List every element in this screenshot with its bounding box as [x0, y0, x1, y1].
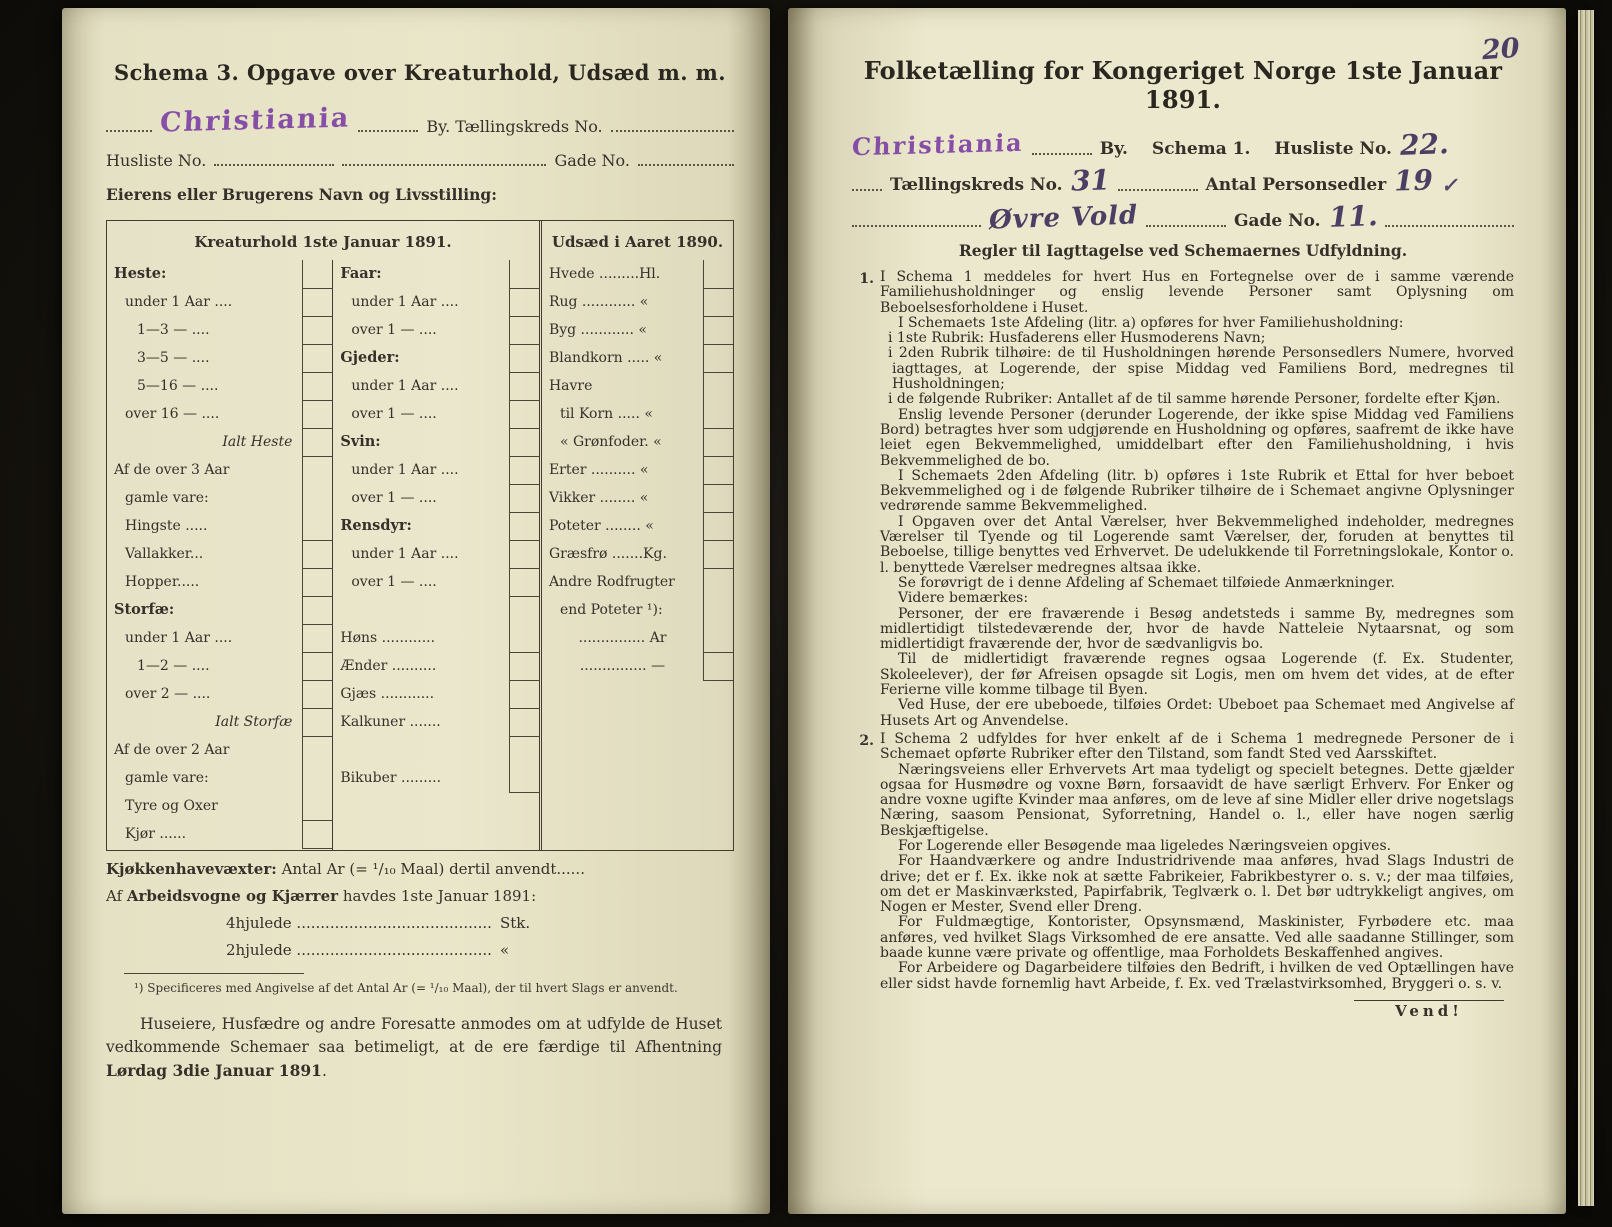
dotted-leader	[106, 127, 152, 132]
dotted-leader	[638, 161, 734, 166]
column-heste-storfae	[107, 260, 332, 850]
row-label: Bikuber .........	[340, 770, 442, 786]
answer-cell	[302, 680, 332, 709]
right-page-title: Folketælling for Kongeriget Norge 1ste Januar 1891.	[863, 56, 1503, 114]
answer-cell	[302, 736, 332, 765]
row-label: over 1 — ....	[351, 490, 437, 506]
stk-unit: Stk.	[499, 914, 531, 932]
table-row	[333, 400, 539, 428]
answer-cell	[302, 400, 332, 429]
table-body	[107, 260, 733, 850]
table-row	[107, 680, 332, 708]
answer-cell	[509, 624, 539, 653]
table-row	[107, 372, 332, 400]
table-row	[107, 512, 332, 540]
text-segment: havdes 1ste Januar 1891:	[338, 887, 537, 905]
row-label: Kalkuner .......	[340, 714, 441, 730]
table-row	[542, 652, 733, 680]
table-row	[333, 484, 539, 512]
row-label: Af de over 2 Aar	[114, 742, 230, 758]
row-label: Høns ............	[340, 630, 436, 646]
row-label: Af de over 3 Aar	[114, 462, 230, 478]
answer-cell	[509, 456, 539, 485]
answer-cell	[302, 372, 332, 401]
answer-cell	[509, 372, 539, 401]
rule-paragraph: Se forøvrigt de i denne Afdeling af Schemaet tilføiede Anmærkninger.	[898, 574, 1395, 591]
row-label: Blandkorn ..... «	[548, 350, 663, 366]
row-label: 5—16 — ....	[137, 378, 219, 394]
row-label: Storfæ:	[114, 601, 175, 618]
row-label: Kjør ......	[125, 826, 187, 842]
udsaed-header: Udsæd i Aaret 1890.	[539, 221, 733, 260]
table-row	[107, 540, 332, 568]
answer-cell	[703, 540, 733, 569]
table-row	[107, 288, 332, 316]
rule-paragraph: i 1ste Rubrik: Husfaderens eller Husmoderens Navn;	[888, 330, 1266, 347]
table-row	[107, 596, 332, 624]
row-label	[333, 596, 509, 624]
answer-cell	[703, 344, 733, 373]
answer-cell	[302, 652, 332, 681]
column-smaafae-fjaerkrae	[332, 260, 539, 850]
answer-cell	[302, 456, 332, 485]
answer-cell	[302, 596, 332, 625]
table-row	[107, 316, 332, 344]
table-row	[333, 260, 539, 288]
answer-cell	[703, 372, 733, 401]
row-label: under 1 Aar ....	[351, 294, 459, 310]
answer-cell	[509, 400, 539, 429]
row-label: Gjæs ............	[340, 686, 435, 702]
handwritten-page-number: 20	[1481, 32, 1522, 67]
rule-paragraph: I Schemaets 2den Afdeling (litr. b) opføres i 1ste Rubrik et Ettal for hver beboet Bekvemmelighed og i de følgende Rubriker tilhøire de i Schemaet angivne Oplysninger vedrørende samme Bekvemmelighed.	[880, 467, 1514, 515]
row-label: over 1 — ....	[351, 406, 437, 422]
rule-paragraph: For Haandværkere og andre Industridrivende maa anføres, hvad Slags Industri de drive; det er f. Ex. ikke nok at sætte Fabrikeier, Fabrikbestyrer o. s. v.; der maa tilføies, om det er Maskinværksted, Papirfabrik, Teglværk o. l. Det bør udtrykkeligt angives, om Nogen er Mester, Svend eller Dreng.	[880, 853, 1514, 916]
rule-paragraph: I Opgaven over det Antal Værelser, hver Bekvemmelighed indeholder, medregnes Værelser til Tyende og til Logerende samt Værelser, der, foruden at benyttes til Beboelse, tillige benyttes ved Erhvervet. De udelukkende til Forretningslokale, Kontor o. l. benyttede Værelser medregnes altsaa ikke.	[880, 513, 1514, 576]
ditto-unit: «	[499, 941, 510, 959]
answer-cell	[509, 344, 539, 373]
row-label: Heste:	[114, 265, 167, 282]
fire-hjulede-label: 4hjulede .........................................	[226, 914, 492, 932]
table-row	[107, 820, 332, 848]
table-row	[333, 288, 539, 316]
text-segment: Arbeidsvogne og Kjærrer	[126, 887, 339, 905]
table-row	[107, 344, 332, 372]
row-label: Andre Rodfrugter	[548, 574, 675, 590]
rule-paragraph: Videre bemærkes:	[898, 590, 1029, 607]
row-label: over 16 — ....	[125, 406, 220, 422]
rules-heading: Regler til Iagttagelse ved Schemaernes Udfyldning.	[958, 241, 1408, 260]
vend-footer	[1354, 1000, 1504, 1020]
table-row	[333, 652, 539, 680]
text-segment: .	[321, 1062, 327, 1081]
text-segment: Huseiere, Husfædre og andre Foresatte anmodes om at udfylde de Huset vedkommende Schemaer saa betimeligt, at de ere færdige til Afhentning	[106, 1014, 722, 1057]
answer-cell	[509, 512, 539, 541]
table-row	[333, 344, 539, 372]
table-row	[333, 316, 539, 344]
row-label: « Grønfoder. «	[559, 434, 662, 450]
table-row	[542, 372, 733, 400]
vend-label: Vend!	[1395, 1001, 1463, 1020]
dotted-leader	[852, 222, 981, 227]
rule-item-2	[852, 732, 1514, 992]
table-row	[542, 260, 733, 288]
row-label: 1—2 — ....	[137, 658, 210, 674]
answer-cell	[302, 764, 332, 793]
row-label: ............... —	[579, 658, 666, 674]
row-label	[333, 736, 509, 764]
rule-paragraph: Næringsveiens eller Erhvervets Art maa tydeligt og specielt betegnes. Dette gjælder ogsaa for Husmødre og voxne Børn, forsaavidt de have særligt Erhverv. For Enker og andre voxne ugifte Kvinder maa anføres, om de leve af sine Midler eller drive nogetslags Næring, saasom Pensionat, Syforretning, Handel o. l., eller have nogen særlig Beskjæftigelse.	[880, 761, 1514, 839]
kreaturhold-udsaed-table	[106, 220, 734, 851]
christiania-stamp: Christiania	[159, 102, 352, 139]
dotted-leader	[1146, 222, 1226, 227]
answer-cell	[703, 568, 733, 597]
answer-cell	[302, 708, 332, 737]
row-label: under 1 Aar ....	[351, 462, 459, 478]
answer-cell	[509, 764, 539, 793]
answer-cell	[302, 792, 332, 821]
table-row	[107, 792, 332, 820]
rule-paragraph: For Logerende eller Besøgende maa ligeledes Næringsveien opgives.	[898, 837, 1392, 854]
husliste-label: Husliste No.	[106, 151, 207, 170]
table-row	[107, 708, 332, 736]
table-row	[542, 540, 733, 568]
page-right	[788, 8, 1566, 1214]
rule-paragraph: I Schema 1 meddeles for hvert Hus en Fortegnelse over de i samme værende Familiehusholdninger og enslig levende Personer samt Oplysning om Beboelsesforholdene i Huset.	[880, 269, 1514, 316]
row-label: over 1 — ....	[351, 322, 437, 338]
table-row	[333, 736, 539, 764]
handwritten-kreds-no: 31	[1069, 163, 1111, 198]
gade-label: Gade No.	[554, 151, 630, 170]
table-row	[333, 680, 539, 708]
rule-paragraph: i de følgende Rubriker: Antallet af de til samme hørende Personer, fordelte efter Kjøn.	[888, 391, 1501, 408]
arbeidsvogne-line	[106, 887, 734, 905]
row-label: Hingste .....	[125, 518, 208, 534]
dotted-leader	[342, 161, 546, 166]
handwritten-checkmark: ✓	[1440, 172, 1459, 198]
taellingskreds-line	[852, 163, 1514, 198]
answer-cell	[509, 484, 539, 513]
husliste-gade-line	[106, 151, 734, 170]
table-row	[333, 456, 539, 484]
gade-no-label: Gade No.	[1233, 211, 1321, 231]
table-row	[107, 764, 332, 792]
text-segment: Af	[106, 887, 127, 905]
answer-cell	[703, 260, 733, 289]
row-label: Vikker ........ «	[548, 490, 649, 506]
row-label: Ialt Heste	[222, 434, 293, 450]
answer-cell	[509, 428, 539, 457]
schema-label: Schema 1.	[1151, 139, 1251, 159]
rule-paragraph: i 2den Rubrik tilhøire: de til Husholdningen hørende Personsedlers Numere, hvorved iagttages, at Logerende, der spise Middag ved Familiens Bord, medregnes til Husholdningen;	[888, 345, 1514, 393]
table-row	[107, 456, 332, 484]
kjokkenhave-line	[106, 860, 734, 878]
table-row	[333, 540, 539, 568]
table-row	[333, 764, 539, 792]
footnote-text: ¹) Specificeres med Angivelse af det Antal Ar (= ¹/₁₀ Maal), der til hvert Slags er anvendt.	[134, 981, 678, 995]
row-label: over 1 — ....	[351, 574, 437, 590]
left-page-title: Schema 3. Opgave over Kreaturhold, Udsæd m. m.	[114, 60, 726, 85]
taellingskreds-label: Tællingskreds No.	[890, 175, 1063, 195]
row-label: Byg ............ «	[548, 322, 647, 338]
personsedler-label: Antal Personsedler	[1205, 175, 1387, 195]
dotted-leader	[852, 186, 882, 191]
rule-paragraph: For Arbeidere og Dagarbeidere tilføies den Bedrift, i hvilken de ved Optællingen have eller sidst havde fornemlig havt Arbeide, f. Ex. ved Trælastvirksomhed, Bryggeri o. s. v.	[880, 960, 1514, 992]
answer-cell	[509, 708, 539, 737]
row-label: under 1 Aar ....	[125, 630, 233, 646]
row-label: gamle vare:	[125, 490, 209, 506]
answer-cell	[703, 288, 733, 317]
rule-paragraph: Personer, der ere fraværende i Besøg andetsteds i samme By, medregnes som midlertidigt tilstedeværende der, hvor de havde Natteleie Nytaarsnat, og som midlertidigt fraværende der, hvor de sædvanligvis bo.	[880, 605, 1514, 653]
answer-cell	[703, 484, 733, 513]
table-row	[107, 428, 332, 456]
table-row	[333, 428, 539, 456]
row-label: Erter .......... «	[548, 462, 649, 478]
table-row	[107, 624, 332, 652]
table-row	[542, 568, 733, 596]
answer-cell	[703, 596, 733, 625]
rule-paragraph: Til de midlertidigt fraværende regnes ogsaa Logerende (f. Ex. Studenter, Skoleelever), der før Afreisen opsagde sit Logis, men om hvem det vides, at de efter Ferierne ville komme tilbage til Byen.	[880, 651, 1514, 699]
table-row	[542, 596, 733, 624]
table-row	[333, 512, 539, 540]
answer-cell	[509, 736, 539, 765]
answer-cell	[509, 568, 539, 597]
rules-section	[852, 270, 1514, 992]
table-header-row	[107, 221, 733, 260]
rule-number: 1.	[859, 271, 874, 287]
table-row	[107, 484, 332, 512]
husliste-no-label: Husliste No.	[1274, 139, 1392, 159]
answer-cell	[509, 540, 539, 569]
answer-cell	[302, 260, 332, 289]
row-label: under 1 Aar ....	[351, 546, 459, 562]
table-row	[333, 568, 539, 596]
rule-body	[880, 732, 1514, 992]
answer-cell	[509, 288, 539, 317]
row-label: Ænder ..........	[340, 658, 437, 674]
table-row	[107, 400, 332, 428]
rule-paragraph: Enslig levende Personer (derunder Logerende, der ikke spise Middag ved Familiens Bord) betragtes hver som udgjørende en Husholdning og opføres, saafremt de ikke have leiet egen Bekvemmelighed, umiddelbart efter den Familiehusholdning, i hvis Bekvemmelighed de bo.	[880, 406, 1514, 469]
book-page-edges	[1578, 10, 1594, 1206]
row-label: til Korn ..... «	[559, 406, 653, 422]
eier-line	[106, 185, 734, 204]
dotted-leader	[611, 127, 734, 132]
row-label: Havre	[548, 378, 593, 394]
row-label: Ialt Storfæ	[215, 714, 293, 730]
answer-cell	[703, 624, 733, 653]
row-label: end Poteter ¹):	[559, 602, 663, 618]
table-row	[107, 736, 332, 764]
table-row	[333, 624, 539, 652]
row-label: Svin:	[340, 433, 381, 450]
row-label: Hopper.....	[125, 574, 200, 590]
row-label: under 1 Aar ....	[125, 294, 233, 310]
handwritten-husliste-no: 22.	[1399, 127, 1450, 162]
table-row	[107, 260, 332, 288]
rule-paragraph: I Schemaets 1ste Afdeling (litr. a) opføres for hver Familiehusholdning:	[898, 314, 1404, 331]
dotted-leader	[1118, 186, 1198, 191]
dotted-leader	[1385, 222, 1514, 227]
kreaturhold-header: Kreaturhold 1ste Januar 1891.	[194, 233, 452, 251]
row-label: Faar:	[340, 265, 382, 282]
answer-cell	[302, 316, 332, 345]
answer-cell	[703, 400, 733, 429]
dotted-leader	[358, 127, 418, 132]
to-hjulede-line	[226, 941, 734, 959]
answer-cell	[703, 652, 733, 681]
row-label: Poteter ........ «	[548, 518, 654, 534]
schema-husliste-line	[851, 127, 1514, 162]
table-row	[542, 428, 733, 456]
answer-cell	[302, 512, 332, 541]
answer-cell	[302, 624, 332, 653]
table-row	[333, 708, 539, 736]
answer-cell	[302, 288, 332, 317]
answer-cell	[703, 512, 733, 541]
row-label: gamle vare:	[125, 770, 209, 786]
rule-number: 2.	[859, 732, 874, 749]
rule-item-1	[852, 270, 1514, 729]
rule-body	[880, 270, 1514, 729]
column-udsaed	[539, 260, 733, 850]
answer-cell	[703, 316, 733, 345]
handwritten-personsedler-count: 19	[1393, 163, 1434, 198]
table-row	[107, 652, 332, 680]
answer-cell	[703, 428, 733, 457]
row-label: over 2 — ....	[125, 686, 211, 702]
fire-hjulede-line	[226, 914, 734, 932]
table-row	[333, 596, 539, 624]
table-row	[542, 316, 733, 344]
eier-label: Eierens eller Brugerens Navn og Livsstilling:	[106, 185, 497, 204]
text-segment: Kjøkkenhavevæxter:	[106, 860, 277, 878]
row-label: 1—3 — ....	[137, 322, 210, 338]
christiania-stamp: Christiania	[851, 127, 1025, 162]
answer-cell	[302, 344, 332, 373]
handwritten-street-name: Øvre Vold	[988, 200, 1139, 236]
by-taellingskreds-label: By. Tællingskreds No.	[426, 117, 603, 136]
footnote-rule	[124, 973, 304, 974]
row-label: Vallakker...	[125, 546, 204, 562]
answer-cell	[302, 820, 332, 849]
row-label: Hvede .........Hl.	[548, 266, 661, 282]
gade-line	[852, 199, 1514, 236]
page-left	[62, 8, 770, 1214]
row-label: Rensdyr:	[340, 517, 412, 534]
dotted-leader	[214, 161, 334, 166]
closing-paragraph	[106, 1013, 722, 1084]
to-hjulede-label: 2hjulede .........................................	[226, 941, 492, 959]
row-label: under 1 Aar ....	[351, 378, 459, 394]
by-taellingskreds-line	[106, 102, 734, 139]
table-row	[542, 624, 733, 652]
text-segment: Antal Ar (= ¹/₁₀ Maal) dertil anvendt......	[276, 860, 585, 878]
row-label: ............... Ar	[578, 630, 667, 646]
answer-cell	[302, 540, 332, 569]
answer-cell	[302, 428, 332, 457]
handwritten-gade-no: 11.	[1328, 199, 1378, 234]
table-row	[333, 372, 539, 400]
answer-cell	[509, 680, 539, 709]
table-row	[542, 400, 733, 428]
row-label: Græsfrø .......Kg.	[548, 546, 667, 562]
table-row	[542, 456, 733, 484]
answer-cell	[509, 596, 539, 625]
rule-paragraph: For Fuldmægtige, Kontorister, Opsynsmænd, Maskinister, Fyrbødere etc. maa anføres, ved hvilket Slags Virksomhed de ere ansatte. Ved alle saadanne Stillinger, som baade kunne være private og offentlige, maa Forholdets Beskaffenhed angives.	[880, 914, 1514, 962]
rule-paragraph: Ved Huse, der ere ubeboede, tilføies Ordet: Ubeboet paa Schemaet med Angivelse af Husets Art og Anvendelse.	[880, 697, 1514, 729]
table-row	[542, 512, 733, 540]
answer-cell	[509, 316, 539, 345]
row-label: Gjeder:	[340, 349, 400, 366]
row-label: 3—5 — ....	[137, 350, 210, 366]
table-row	[107, 568, 332, 596]
answer-cell	[302, 484, 332, 513]
row-label: Rug ............ «	[548, 294, 649, 310]
rule-paragraph: I Schema 2 udfyldes for hver enkelt af de i Schema 1 medregnede Personer de i Schemaet opførte Rubriker efter den Tilstand, som fandt Sted ved Aarsskiftet.	[880, 730, 1514, 763]
table-row	[542, 484, 733, 512]
answer-cell	[302, 568, 332, 597]
by-label: By.	[1099, 139, 1128, 159]
row-label: Tyre og Oxer	[125, 798, 218, 814]
table-row	[542, 344, 733, 372]
text-segment: Lørdag 3die Januar 1891	[106, 1061, 322, 1081]
answer-cell	[703, 456, 733, 485]
table-row	[542, 288, 733, 316]
answer-cell	[509, 652, 539, 681]
answer-cell	[509, 260, 539, 289]
dotted-leader	[1032, 150, 1092, 155]
